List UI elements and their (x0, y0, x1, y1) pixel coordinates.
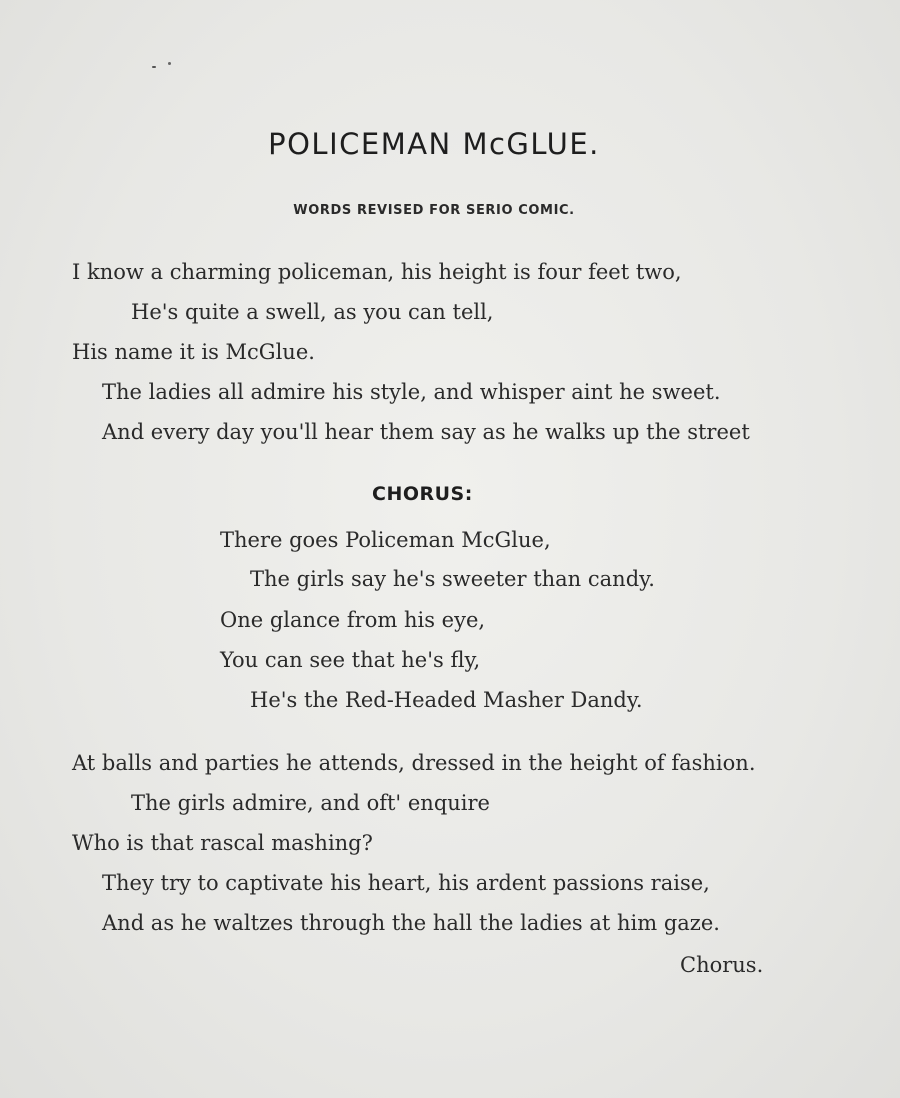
song-subtitle: WORDS REVISED FOR SERIO COMIC. (293, 203, 575, 218)
verse-line: His name it is McGlue. (72, 340, 315, 364)
verse-line: The girls admire, and oft' enquire (131, 791, 490, 815)
verse-line: At balls and parties he attends, dressed in the height of fashion. (72, 751, 756, 775)
verse-line: And every day you'll hear them say as he walks up the street (102, 420, 750, 444)
song-title: POLICEMAN McGLUE. (268, 127, 600, 161)
print-speck (168, 62, 171, 65)
print-speck (152, 66, 156, 68)
chorus-line: One glance from his eye, (220, 608, 486, 632)
verse-line: And as he waltzes through the hall the ladies at him gaze. (102, 911, 720, 935)
chorus-line: The girls say he's sweeter than candy. (250, 567, 655, 591)
chorus-cue: Chorus. (680, 953, 764, 977)
verse-line: He's quite a swell, as you can tell, (131, 300, 494, 324)
chorus-line: He's the Red-Headed Masher Dandy. (250, 688, 643, 712)
verse-line: The ladies all admire his style, and whisper aint he sweet. (102, 380, 721, 404)
chorus-heading: CHORUS: (372, 483, 473, 505)
verse-line: They try to captivate his heart, his ardent passions raise, (102, 871, 710, 895)
chorus-line: You can see that he's fly, (220, 648, 481, 672)
chorus-line: There goes Policeman McGlue, (220, 528, 551, 552)
verse-line: Who is that rascal mashing? (72, 831, 373, 855)
verse-line: I know a charming policeman, his height is four feet two, (72, 260, 682, 284)
